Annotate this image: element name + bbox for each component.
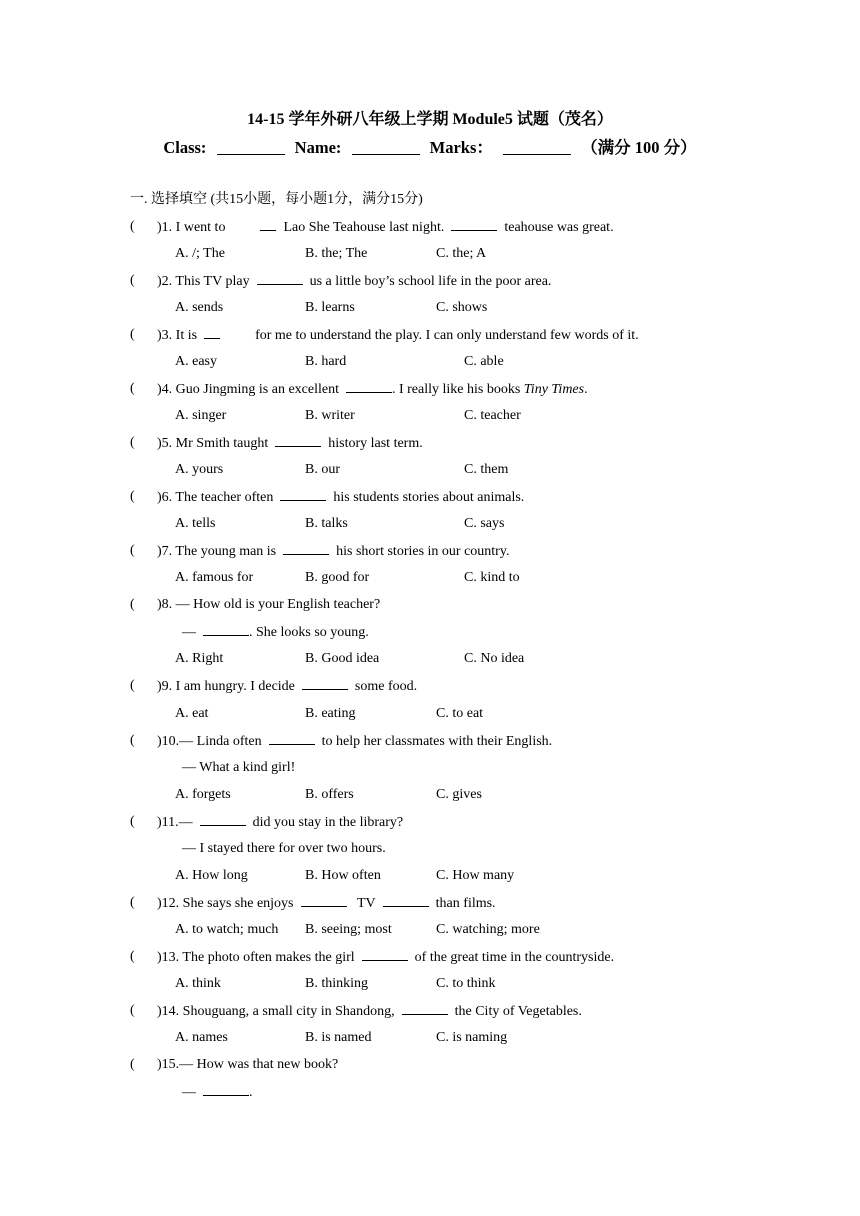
option-b[interactable]: B. learns xyxy=(305,300,355,315)
option-a[interactable]: A. sends xyxy=(175,300,224,315)
option-b[interactable]: B. writer xyxy=(305,408,355,423)
option-a[interactable]: A. easy xyxy=(175,354,217,369)
page-title: 14-15 学年外研八年级上学期 Module5 试题（茂名） xyxy=(247,111,613,128)
reply-text: — . xyxy=(182,1085,253,1100)
answer-blank[interactable] xyxy=(200,813,246,826)
question-stem: )2. This TV play us a little boy’s school life in the poor area. xyxy=(157,274,552,289)
question-stem: )6. The teacher often his students stories about animals. xyxy=(157,490,525,505)
option-a[interactable]: A. forgets xyxy=(175,787,231,802)
option-a[interactable]: A. singer xyxy=(175,408,227,423)
option-c[interactable]: C. How many xyxy=(436,868,515,883)
option-c[interactable]: C. teacher xyxy=(464,408,521,423)
answer-paren[interactable]: ( xyxy=(130,219,135,234)
answer-paren[interactable]: ( xyxy=(130,435,135,450)
answer-paren[interactable]: ( xyxy=(130,733,135,748)
question-stem: )9. I am hungry. I decide some food. xyxy=(157,679,418,694)
answer-blank[interactable] xyxy=(302,677,348,690)
answer-blank[interactable] xyxy=(301,894,347,907)
answer-paren[interactable]: ( xyxy=(130,895,135,910)
option-b[interactable]: B. seeing; most xyxy=(305,922,392,937)
question-stem: )10.— Linda often to help her classmates with their English. xyxy=(157,734,553,749)
option-c[interactable]: C. able xyxy=(464,354,504,369)
class-label: Class: xyxy=(163,138,207,157)
section-heading: 一. 选择填空 (共15小题，每小题1分，满分15分) xyxy=(130,192,423,207)
option-a[interactable]: A. famous for xyxy=(175,570,254,585)
answer-blank[interactable] xyxy=(402,1002,448,1015)
answer-blank[interactable] xyxy=(269,732,315,745)
question-stem: )5. Mr Smith taught history last term. xyxy=(157,436,423,451)
answer-blank[interactable] xyxy=(260,218,276,231)
option-c[interactable]: C. to think xyxy=(436,976,496,991)
answer-blank[interactable] xyxy=(275,434,321,447)
reply-text: — I stayed there for over two hours. xyxy=(182,841,386,856)
answer-paren[interactable]: ( xyxy=(130,273,135,288)
answer-paren[interactable]: ( xyxy=(130,381,135,396)
option-c[interactable]: C. to eat xyxy=(436,706,484,721)
option-c[interactable]: C. gives xyxy=(436,787,482,802)
question-stem: )12. She says she enjoys TV than films. xyxy=(157,896,496,911)
option-b[interactable]: B. eating xyxy=(305,706,356,721)
option-c[interactable]: C. is naming xyxy=(436,1030,508,1045)
option-b[interactable]: B. good for xyxy=(305,570,370,585)
option-c[interactable]: C. says xyxy=(464,516,505,531)
option-b[interactable]: B. our xyxy=(305,462,340,477)
option-b[interactable]: B. How often xyxy=(305,868,381,883)
question-stem: )8. — How old is your English teacher? xyxy=(157,597,381,612)
answer-paren[interactable]: ( xyxy=(130,327,135,342)
name-blank[interactable] xyxy=(352,154,420,155)
option-a[interactable]: A. to watch; much xyxy=(175,922,279,937)
option-a[interactable]: A. How long xyxy=(175,868,248,883)
answer-blank[interactable] xyxy=(280,488,326,501)
option-c[interactable]: C. watching; more xyxy=(436,922,540,937)
answer-blank[interactable] xyxy=(383,894,429,907)
answer-paren[interactable]: ( xyxy=(130,489,135,504)
option-a[interactable]: A. tells xyxy=(175,516,216,531)
option-a[interactable]: A. yours xyxy=(175,462,224,477)
option-b[interactable]: B. is named xyxy=(305,1030,372,1045)
option-b[interactable]: B. the; The xyxy=(305,246,368,261)
question-stem: )1. I went to Lao She Teahouse last night. teahouse was great. xyxy=(157,220,614,235)
option-b[interactable]: B. Good idea xyxy=(305,651,380,666)
name-label: Name: xyxy=(294,138,342,157)
option-a[interactable]: A. Right xyxy=(175,651,224,666)
option-b[interactable]: B. offers xyxy=(305,787,354,802)
option-b[interactable]: B. talks xyxy=(305,516,348,531)
full-marks-note: （满分 100 分） xyxy=(581,138,697,157)
marks-blank[interactable] xyxy=(503,154,571,155)
option-c[interactable]: C. shows xyxy=(436,300,488,315)
reply-text: — What a kind girl! xyxy=(182,760,296,775)
option-c[interactable]: C. them xyxy=(464,462,509,477)
question-stem: )4. Guo Jingming is an excellent . I really like his books Tiny Times. xyxy=(157,382,588,397)
option-c[interactable]: C. No idea xyxy=(464,651,525,666)
answer-blank[interactable] xyxy=(203,1083,249,1096)
option-b[interactable]: B. hard xyxy=(305,354,347,369)
answer-paren[interactable]: ( xyxy=(130,1003,135,1018)
option-a[interactable]: A. think xyxy=(175,976,221,991)
answer-paren[interactable]: ( xyxy=(130,949,135,964)
question-stem: )13. The photo often makes the girl of the great time in the countryside. xyxy=(157,950,615,965)
answer-paren[interactable]: ( xyxy=(130,814,135,829)
question-stem: )7. The young man is his short stories in our country. xyxy=(157,544,510,559)
option-c[interactable]: C. kind to xyxy=(464,570,520,585)
option-a[interactable]: A. eat xyxy=(175,706,209,721)
question-stem: )14. Shouguang, a small city in Shandong, the City of Vegetables. xyxy=(157,1004,582,1019)
marks-label: Marks： xyxy=(429,138,493,157)
answer-blank[interactable] xyxy=(257,272,303,285)
answer-paren[interactable]: ( xyxy=(130,1057,135,1072)
question-stem: )15.— How was that new book? xyxy=(157,1057,339,1072)
answer-blank[interactable] xyxy=(204,326,220,339)
question-stem: )11.— did you stay in the library? xyxy=(157,815,404,830)
student-info-line xyxy=(0,134,860,158)
answer-blank[interactable] xyxy=(362,948,408,961)
reply-text: — . She looks so young. xyxy=(182,625,369,640)
option-b[interactable]: B. thinking xyxy=(305,976,369,991)
answer-blank[interactable] xyxy=(346,380,392,393)
class-blank[interactable] xyxy=(217,154,285,155)
answer-blank[interactable] xyxy=(283,542,329,555)
answer-blank[interactable] xyxy=(451,218,497,231)
option-c[interactable]: C. the; A xyxy=(436,246,487,261)
answer-paren[interactable]: ( xyxy=(130,597,135,612)
answer-paren[interactable]: ( xyxy=(130,543,135,558)
answer-blank[interactable] xyxy=(203,623,249,636)
answer-paren[interactable]: ( xyxy=(130,678,135,693)
option-a[interactable]: A. names xyxy=(175,1030,228,1045)
option-a[interactable]: A. /; The xyxy=(175,246,225,261)
question-stem: )3. It is for me to understand the play. I can only understand few words of it. xyxy=(157,328,639,343)
